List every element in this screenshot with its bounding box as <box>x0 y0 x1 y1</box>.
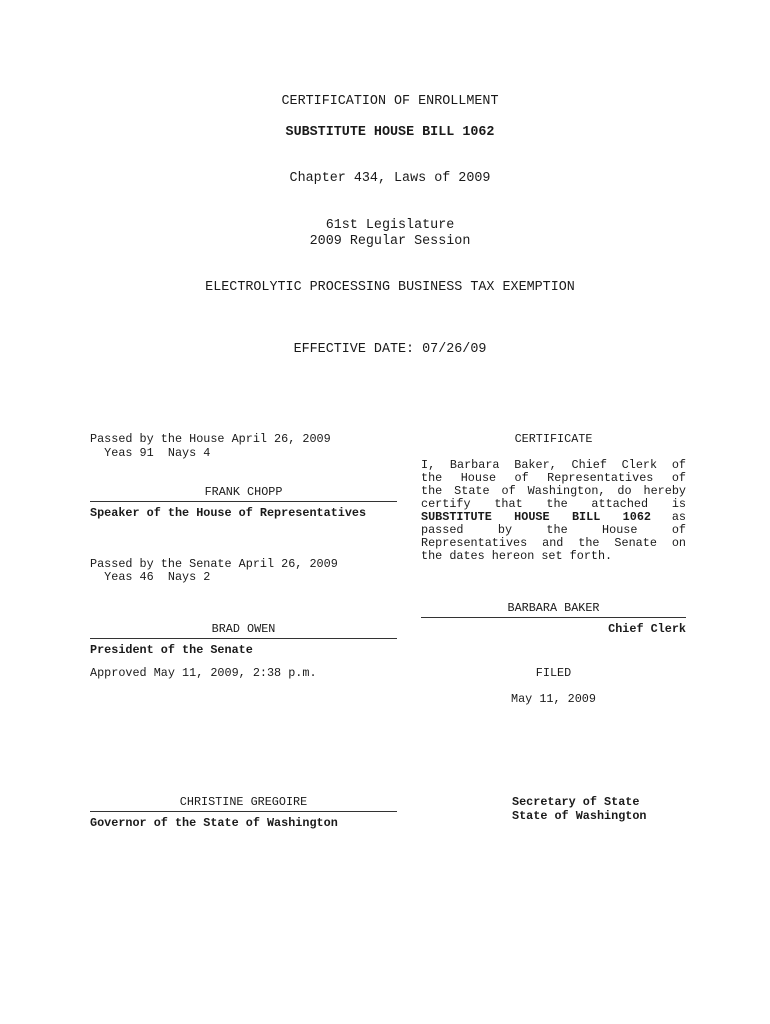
secretary-title: Secretary of State <box>512 795 640 809</box>
clerk-title: Chief Clerk <box>608 622 686 636</box>
president-name: BRAD OWEN <box>211 622 276 636</box>
certificate-text <box>421 459 686 563</box>
bill-title: SUBSTITUTE HOUSE BILL 1062 <box>285 125 495 140</box>
filed-label: FILED <box>535 666 572 680</box>
president-title: President of the Senate <box>90 643 253 657</box>
certificate-text-line: I, Barbara Baker, Chief Clerk of <box>421 458 686 472</box>
effective-date: EFFECTIVE DATE: 07/26/09 <box>293 342 487 357</box>
house-votes-line: Yeas 91 Nays 4 <box>90 446 211 460</box>
certificate-bill-word: SUBSTITUTE <box>421 510 492 524</box>
clerk-signature-line <box>421 617 686 618</box>
filed-date: May 11, 2009 <box>511 692 596 706</box>
certificate-text-line: the House of Representatives of <box>421 471 686 485</box>
session-line: 2009 Regular Session <box>309 234 471 249</box>
speaker-title: Speaker of the House of Representatives <box>90 506 367 520</box>
chapter-line: Chapter 434, Laws of 2009 <box>289 171 491 186</box>
certificate-text-line: certify that the attached is <box>421 497 686 511</box>
clerk-name: BARBARA BAKER <box>507 601 600 615</box>
speaker-name: FRANK CHOPP <box>204 485 283 499</box>
certificate-text-line: passed by the House of <box>421 523 686 537</box>
certificate-title: CERTIFICATE <box>514 432 593 446</box>
approved-line: Approved May 11, 2009, 2:38 p.m. <box>90 666 317 680</box>
house-passed-line: Passed by the House April 26, 2009 <box>90 432 331 446</box>
secretary-state: State of Washington <box>512 809 647 823</box>
certificate-bill-word: BILL <box>571 510 601 524</box>
senate-votes-line: Yeas 46 Nays 2 <box>90 570 211 584</box>
legislature-line: 61st Legislature <box>325 218 455 233</box>
certificate-text-line: the State of Washington, do hereby <box>421 484 686 498</box>
president-signature-line <box>90 638 397 639</box>
speaker-signature-line <box>90 501 397 502</box>
certificate-text-line: Representatives and the Senate on <box>421 536 686 550</box>
subject-line: ELECTROLYTIC PROCESSING BUSINESS TAX EXEMPTION <box>205 280 575 295</box>
certificate-text-line: the dates hereon set forth. <box>421 549 613 563</box>
certificate-as: as <box>671 510 686 524</box>
governor-signature-line <box>90 811 397 812</box>
certificate-bill-word: 1062 <box>622 510 651 524</box>
senate-passed-line: Passed by the Senate April 26, 2009 <box>90 557 338 571</box>
governor-name: CHRISTINE GREGOIRE <box>179 795 308 809</box>
certificate-bill-word: HOUSE <box>514 510 550 524</box>
certification-title: CERTIFICATION OF ENROLLMENT <box>281 94 499 109</box>
governor-title: Governor of the State of Washington <box>90 816 338 830</box>
